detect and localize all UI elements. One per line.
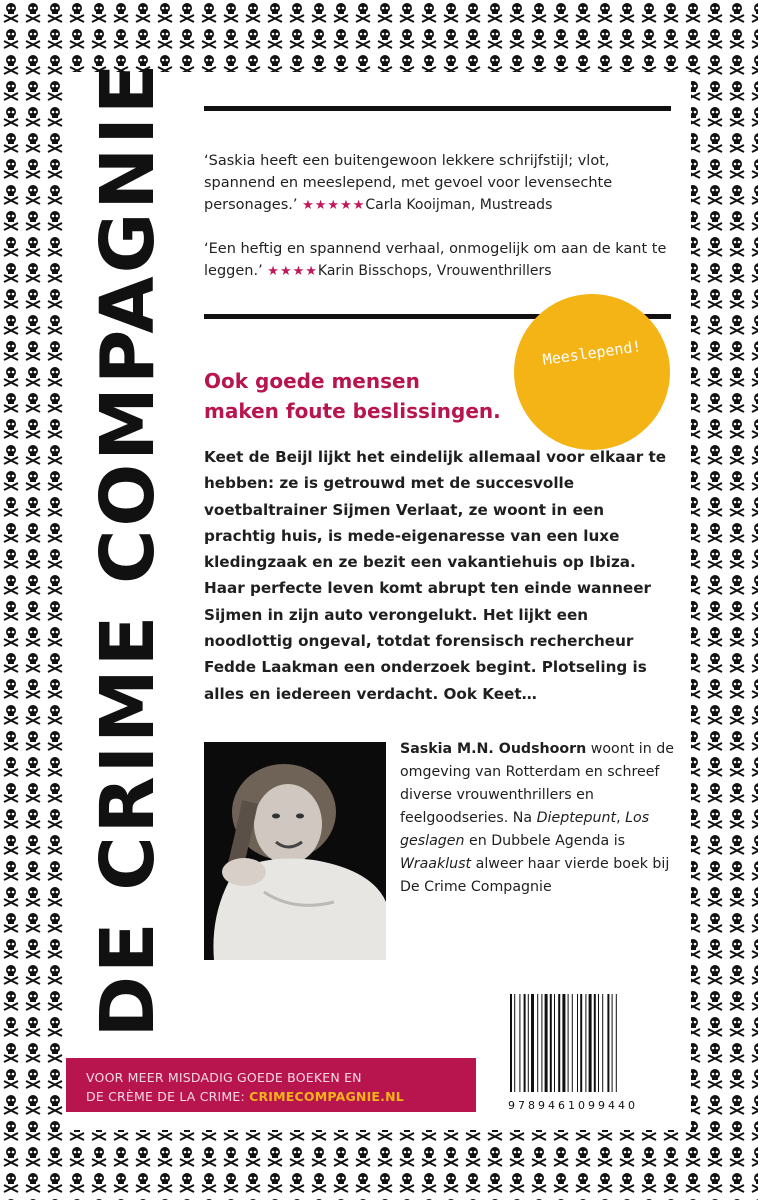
barcode-bar — [572, 994, 573, 1092]
barcode-bars — [510, 994, 662, 1092]
badge-circle — [514, 294, 670, 450]
barcode-bar — [550, 994, 552, 1092]
footer-line-1: VOOR MEER MISDADIG GOEDE BOEKEN EN — [86, 1070, 362, 1085]
barcode-bar — [577, 994, 578, 1092]
publisher-title: DE CRIME COMPAGNIE — [85, 60, 171, 1038]
review-quote: ‘Saskia heeft een buitengewoon lekkere schrijfstijl; vlot, spannend en meeslepend, met gevoel voor levensechte personages.’ — [204, 153, 613, 213]
bio-separator: , — [616, 810, 626, 826]
bio-text-2: alweer haar vierde boek bij De Crime Compagnie — [400, 856, 670, 895]
barcode-bar — [585, 994, 586, 1092]
barcode-bar — [602, 994, 603, 1092]
barcode-bar — [594, 994, 596, 1092]
author-bio — [400, 738, 685, 899]
isbn-number: 9789461099440 — [508, 1099, 638, 1112]
review-1 — [204, 150, 674, 217]
barcode-bar — [607, 994, 609, 1092]
barcode-bar — [562, 994, 565, 1092]
barcode-bar — [580, 994, 582, 1092]
footer-line-2: DE CRÈME DE LA CRIME: — [86, 1089, 250, 1104]
barcode-bar — [519, 994, 520, 1092]
website-link[interactable]: CRIMECOMPAGNIE.NL — [249, 1089, 404, 1104]
barcode-bar — [524, 994, 526, 1092]
book-title: Wraaklust — [400, 856, 472, 872]
barcode-bar — [558, 994, 560, 1092]
tagline-line-2: maken foute beslissingen. — [204, 399, 501, 423]
star-icon: ★★★★ — [267, 264, 318, 279]
barcode-bar — [514, 994, 515, 1092]
barcode-bar — [568, 994, 569, 1092]
barcode-bar — [545, 994, 548, 1092]
review-quote: ‘Een heftig en spannend verhaal, onmogelijk om aan de kant te leggen.’ — [204, 241, 667, 279]
author-name: Saskia M.N. Oudshoorn — [400, 741, 587, 757]
review-2 — [204, 238, 674, 283]
footer-text — [86, 1068, 404, 1106]
book-title: Dieptepunt — [536, 810, 617, 826]
review-source: Carla Kooijman, Mustreads — [365, 197, 553, 213]
review-source: Karin Bisschops, Vrouwenthrillers — [317, 263, 552, 279]
book-title: Los geslagen — [400, 810, 650, 849]
author-photo — [204, 742, 386, 960]
barcode-bar — [612, 994, 613, 1092]
footer-banner — [66, 1058, 476, 1112]
bio-separator: en — [464, 833, 492, 849]
blurb-text: Keet de Beijl lijkt het eindelijk allemaal voor elkaar te hebben: ze is getrouwd met de succesvolle voetbaltrainer Sijmen Verlaat, ze woont in een prachtig huis, is mede-eigenaresse van een luxe kledingzaak en ze bezit een vakantiehuis op Ibiza. Haar perfecte leven komt abrupt ten einde wanneer Sijmen in zijn auto verongelukt. Het lijkt een noodlottig ongeval, totdat forensisch rechercheur Fedde Laakman een onderzoek begint. Plotseling is alles en iedereen verdacht. Ook Keet… — [204, 448, 667, 703]
barcode-bar — [528, 994, 529, 1092]
barcode-bar — [598, 994, 599, 1092]
barcode-bar — [537, 994, 538, 1092]
top-rule — [204, 106, 671, 111]
barcode-bar — [589, 994, 592, 1092]
barcode-bar — [616, 994, 617, 1092]
tagline-line-1: Ook goede mensen — [204, 369, 420, 393]
book-title: Dubbele Agenda — [491, 833, 610, 849]
star-icon: ★★★★★ — [302, 198, 366, 213]
bio-separator: is — [609, 833, 626, 849]
badge-text: Meeslepend! — [541, 337, 643, 369]
barcode-bar — [510, 994, 512, 1092]
tagline — [204, 366, 534, 426]
barcode-bar — [541, 994, 542, 1092]
spine-title-area — [78, 60, 178, 1038]
bio-text-1: woont in de omgeving van Rotterdam en schreef diverse vrouwenthrillers en feelgoodseries. Na — [400, 741, 674, 826]
barcode-bar — [554, 994, 555, 1092]
barcode-bar — [531, 994, 534, 1092]
barcode — [502, 990, 670, 1118]
